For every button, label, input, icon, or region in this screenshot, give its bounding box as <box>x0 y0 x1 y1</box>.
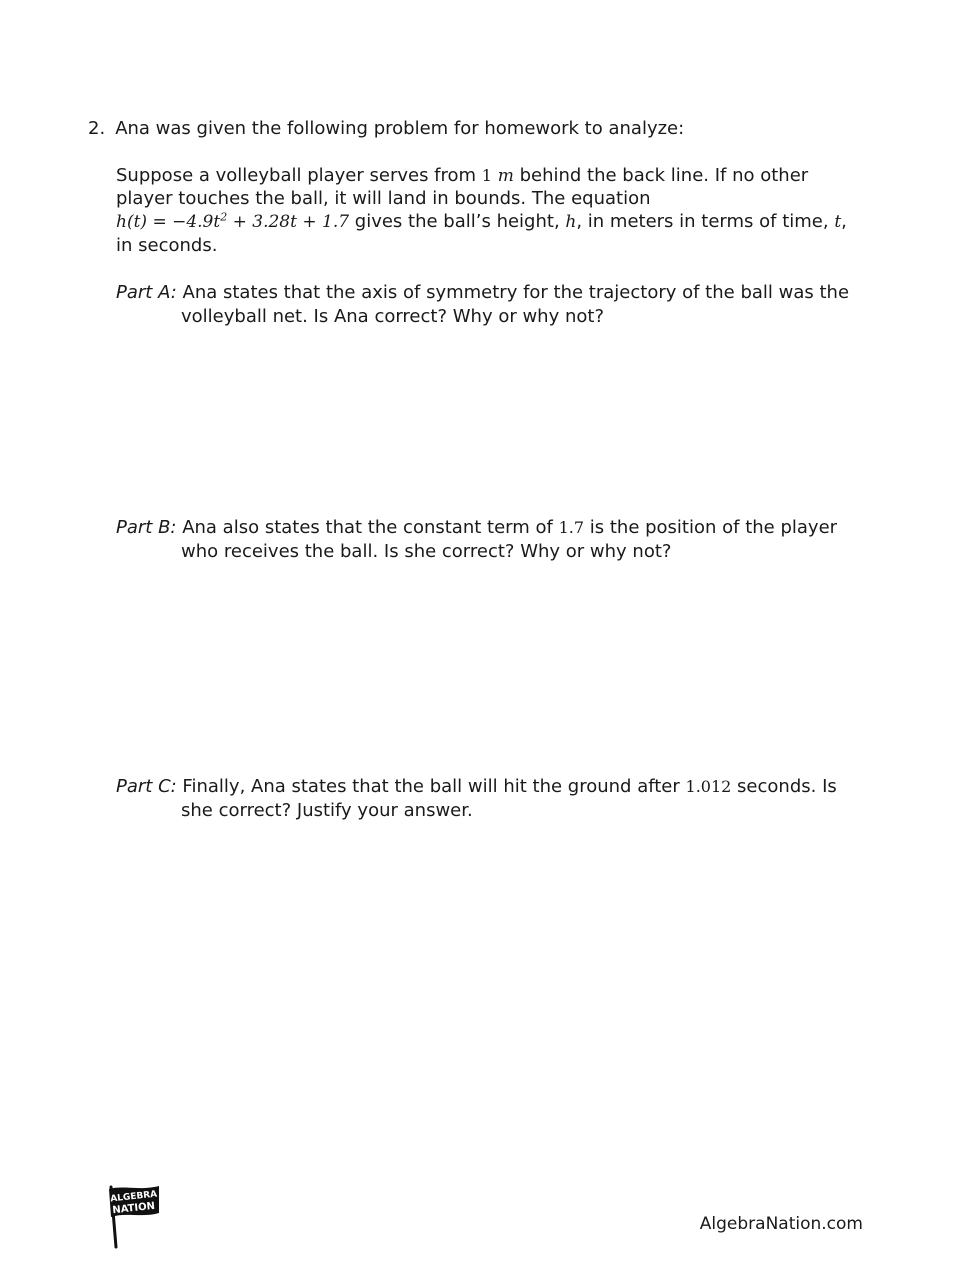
question-intro <box>88 117 684 141</box>
svg-text:NATION: NATION <box>111 1200 156 1217</box>
part-b-line-1: Part B: Ana also states that the constant term of 1.7 is the position of the player <box>116 517 838 538</box>
part-c-label: Part C: <box>116 776 177 797</box>
part-c-line-1: Part C: Finally, Ana states that the ball will hit the ground after 1.012 seconds. Is <box>116 776 837 797</box>
part-b-line-2: who receives the ball. Is she correct? Why or why not? <box>181 541 672 562</box>
svg-text:ALGEBRA: ALGEBRA <box>109 1189 158 1205</box>
part-c-line-2: she correct? Justify your answer. <box>181 800 473 821</box>
problem-line-1: Suppose a volleyball player serves from 1 m behind the back line. If no other <box>116 165 809 186</box>
problem-line-4: in seconds. <box>116 235 218 256</box>
footer-url: AlgebraNation.com <box>699 1214 863 1234</box>
part-a-label: Part A: <box>116 282 177 303</box>
part-a-line-2: volleyball net. Is Ana correct? Why or why not? <box>181 306 604 327</box>
problem-line-2: player touches the ball, it will land in bounds. The equation <box>116 188 651 209</box>
part-a-line-1: Part A: Ana states that the axis of symmetry for the trajectory of the ball was the <box>116 282 850 303</box>
question-intro-text: Ana was given the following problem for homework to analyze: <box>115 118 685 139</box>
height-equation: $h(t) = -4.9t^2 + 3.28t + 1.7$ <box>116 210 350 232</box>
question-number: 2. <box>88 118 106 139</box>
part-b-label: Part B: <box>116 517 177 538</box>
algebra-nation-logo <box>104 1183 164 1249</box>
problem-line-3: $h(t) = -4.9t^2 + 3.28t + 1.7$ gives the ball’s height, h, in meters in terms of time, t, <box>116 210 847 232</box>
